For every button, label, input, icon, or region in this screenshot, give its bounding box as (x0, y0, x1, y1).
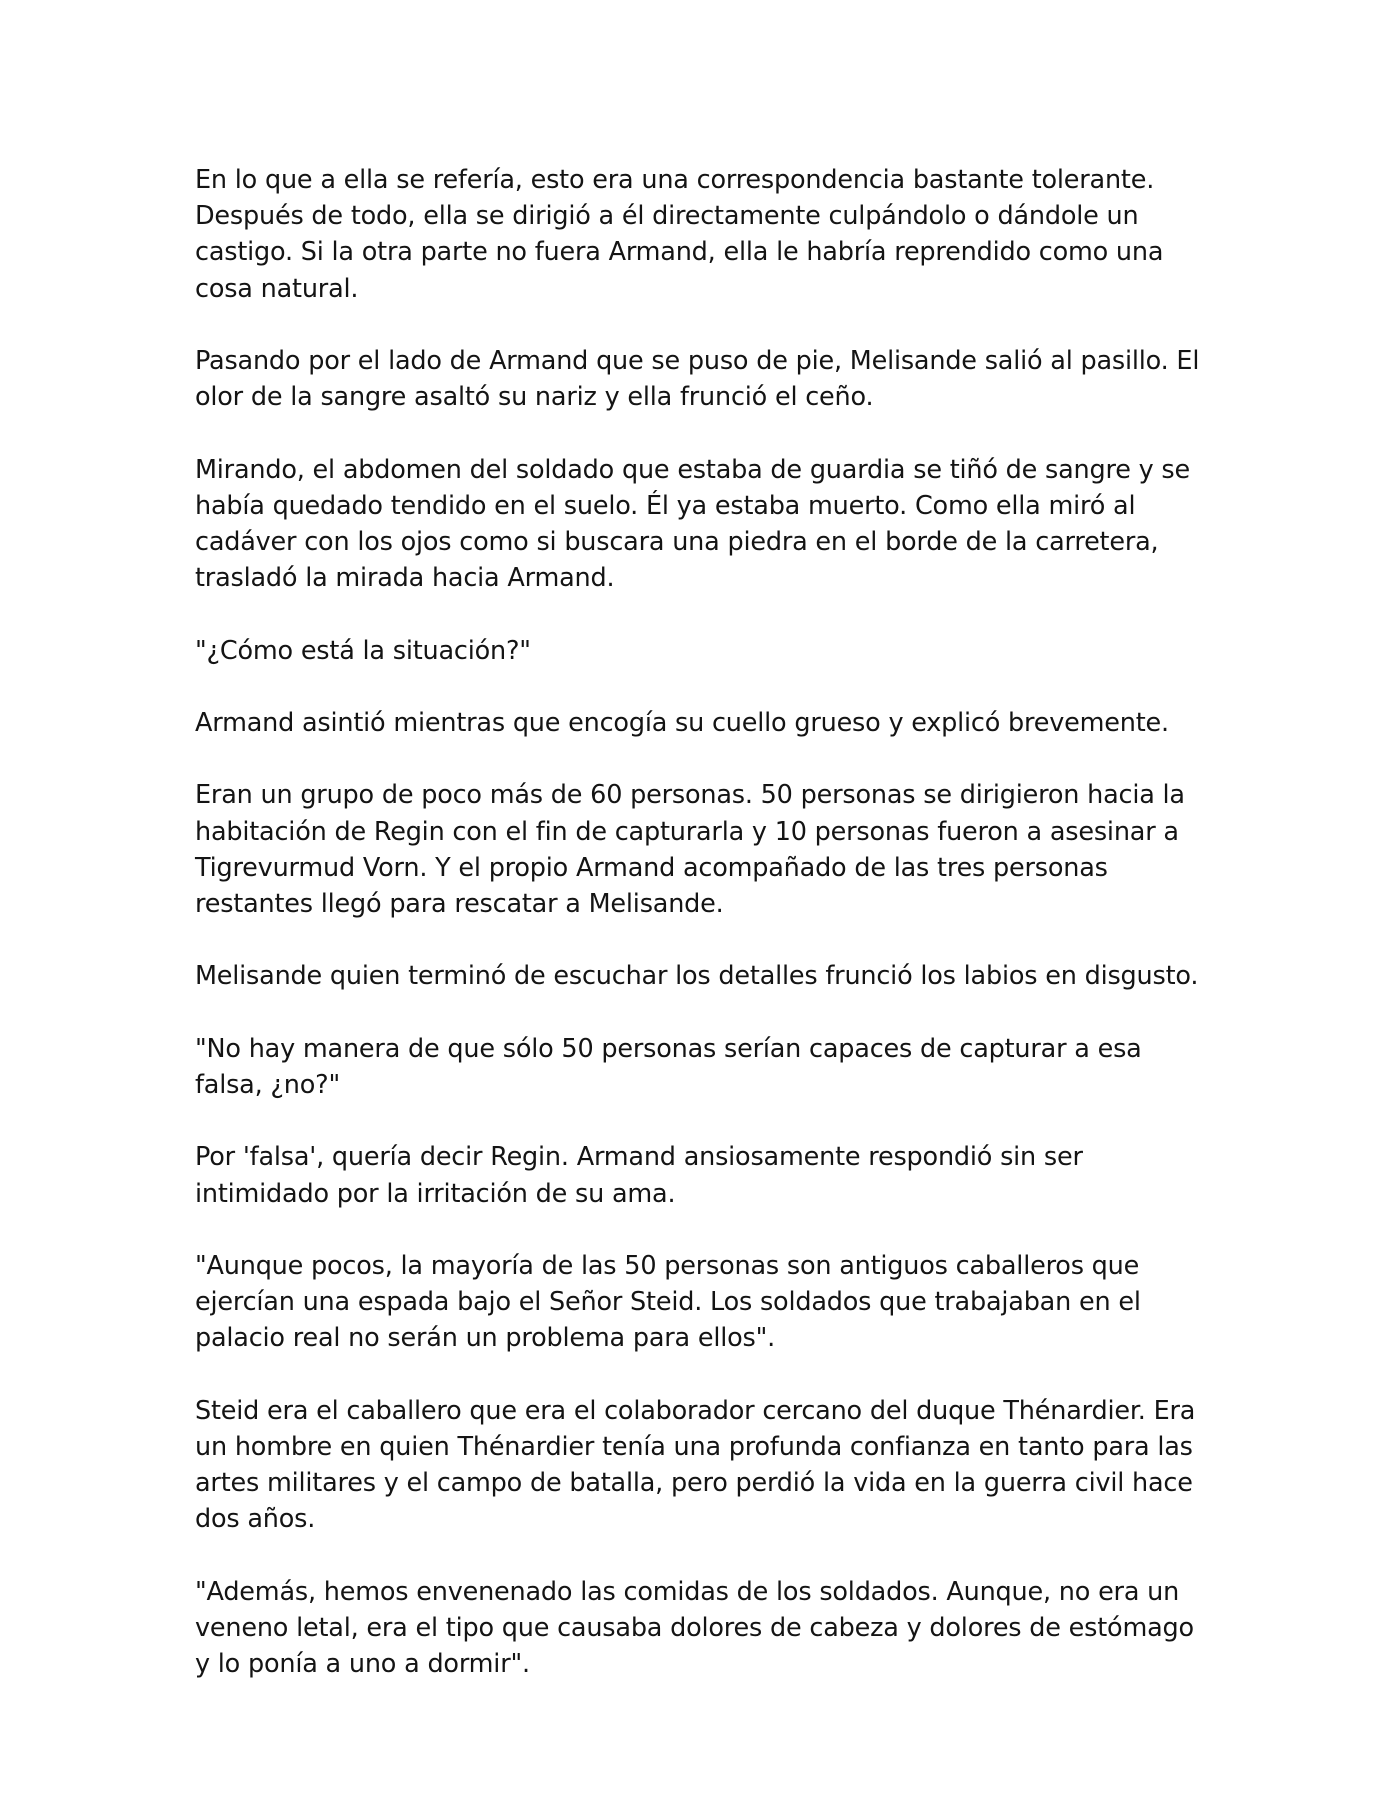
paragraph: Pasando por el lado de Armand que se puso de pie, Melisande salió al pasillo. El olor de la sangre asaltó su nariz y ella frunció el ceño. (195, 346, 1200, 413)
paragraph: Mirando, el abdomen del soldado que estaba de guardia se tiñó de sangre y se había quedado tendido en el suelo. Él ya estaba muerto. Como ella miró al cadáver con los ojos como si buscara una piedra en el borde de la carretera, trasladó la mirada hacia Armand. (195, 454, 1190, 594)
paragraph: Steid era el caballero que era el colaborador cercano del duque Thénardier. Era un hombre en quien Thénardier tenía una profunda confianza en tanto para las artes militares y el campo de batalla, pero perdió la vida en la guerra civil hace dos años. (195, 1395, 1196, 1535)
paragraph: "Aunque pocos, la mayoría de las 50 personas son antiguos caballeros que ejercían una espada bajo el Señor Steid. Los soldados que trabajaban en el palacio real no serán un problema para ellos". (195, 1250, 1141, 1354)
paragraph: Por 'falsa', quería decir Regin. Armand ansiosamente respondió sin ser intimidado por la irritación de su ama. (195, 1142, 1083, 1209)
paragraph: Eran un grupo de poco más de 60 personas. 50 personas se dirigieron hacia la habitación de Regin con el fin de capturarla y 10 personas fueron a asesinar a Tigrevurmud Vorn. Y el propio Armand acompañado de las tres personas restantes llegó para rescatar a Melisande. (195, 780, 1185, 919)
paragraph: "Además, hemos envenenado las comidas de los soldados. Aunque, no era un veneno letal, era el tipo que causaba dolores de cabeza y dolores de estómago y lo ponía a uno a dormir". (195, 1576, 1194, 1680)
paragraph: "No hay manera de que sólo 50 personas serían capaces de capturar a esa falsa, ¿no?" (195, 1033, 1142, 1100)
paragraph: Melisande quien terminó de escuchar los detalles frunció los labios en disgusto. (195, 961, 1199, 992)
paragraph: Armand asintió mientras que encogía su cuello grueso y explicó brevemente. (195, 707, 1169, 738)
paragraph: En lo que a ella se refería, esto era una correspondencia bastante tolerante. Después de todo, ella se dirigió a él directamente culpándolo o dándole un castigo. Si la otra parte no fuera Armand, ella le habría reprendido como una cosa natural. (195, 165, 1164, 304)
document-body (195, 162, 1215, 1682)
paragraph: "¿Cómo está la situación?" (195, 635, 531, 666)
